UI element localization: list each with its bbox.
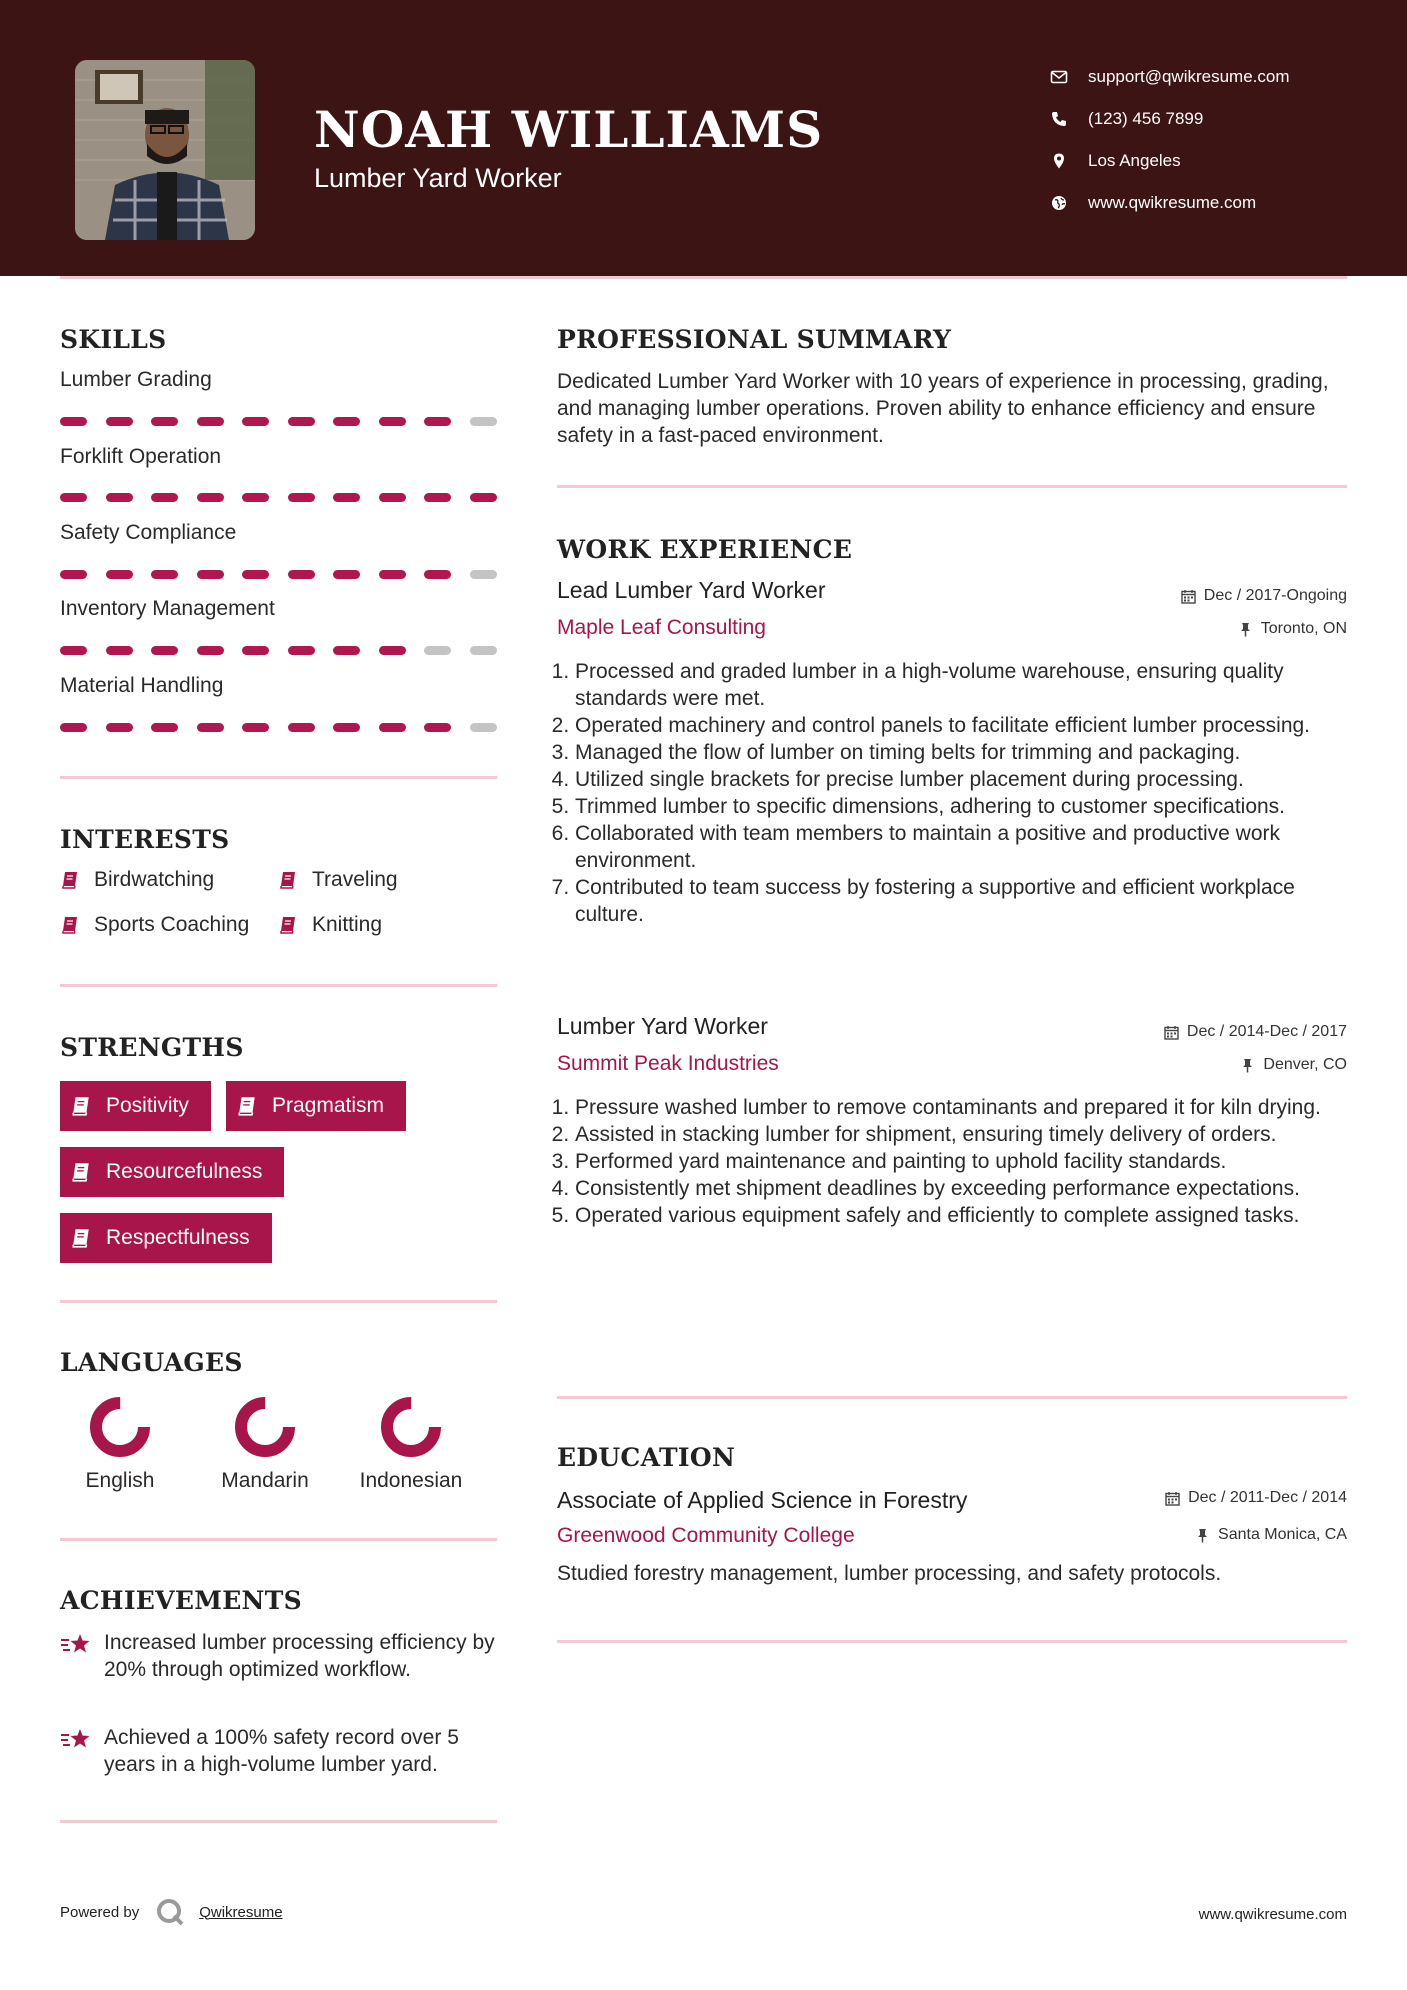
footer-url[interactable]: www.qwikresume.com [1198,1906,1347,1923]
profile-photo [75,60,255,240]
candidate-name: NOAH WILLIAMS [314,100,824,159]
skill-dash-filled [60,570,87,579]
education-location [1195,1526,1347,1544]
duty-item: 5. Trimmed lumber to specific dimensions, adhering to customer specifications. [575,793,1352,820]
duty-item: 2. Assisted in stacking lumber for shipment, ensuring timely delivery of orders. [575,1121,1352,1148]
duty-item: 4. Utilized single brackets for precise lumber placement during processing. [575,766,1352,793]
language-level-arc [387,1403,435,1451]
skill-dash-filled [379,646,406,655]
skill-dash-filled [333,417,360,426]
duty-item: 3. Performed yard maintenance and painting to uphold facility standards. [575,1148,1352,1175]
skill-rating [60,646,497,655]
skill-dash-filled [288,723,315,732]
book-icon [70,1161,92,1183]
skill-dash-filled [288,646,315,655]
skill-rating [60,493,497,502]
contact-email[interactable] [1050,56,1290,98]
duty-item: 2. Operated machinery and control panels to facilitate efficient lumber processing. [575,712,1352,739]
book-icon [70,1095,92,1117]
pushpin-icon [1195,1528,1210,1543]
education-dates-text: Dec / 2011-Dec / 2014 [1188,1489,1347,1506]
skill-label: Forklift Operation [60,445,222,468]
contact-phone[interactable] [1050,98,1290,140]
language-level-ring [88,1395,152,1459]
summary-text: Dedicated Lumber Yard Worker with 10 years of experience in processing, grading, and managing lumber operations. Proven ability to enhance efficiency and ensure safety in a fast-paced environment. [557,370,1329,447]
contact-list [1050,56,1290,224]
book-icon [236,1095,258,1117]
skill-rating [60,417,497,426]
skill-dash-filled [151,646,178,655]
strength-label: Pragmatism [272,1094,385,1117]
contact-email-text: support@qwikresume.com [1088,67,1290,86]
language-level-arc [241,1403,289,1451]
strengths-heading: STRENGTHS [60,1033,244,1062]
skill-dash-filled [424,493,451,502]
job-location-text: Toronto, ON [1260,620,1347,637]
job-dates [1164,1023,1347,1041]
job-title: Lumber Yard Worker [557,1013,768,1039]
section-divider [60,1300,497,1303]
job-dates [1181,587,1347,605]
skill-dash-filled [106,646,133,655]
education-school: Greenwood Community College [557,1524,855,1547]
book-icon [60,870,80,890]
section-divider [557,485,1347,488]
strength-tag [60,1147,284,1197]
strength-tag [60,1081,211,1131]
job-duties [557,1094,1352,1229]
header-divider [60,276,1347,279]
calendar-icon [1164,1025,1179,1040]
duty-item: 3. Managed the flow of lumber on timing belts for trimming and packaging. [575,739,1352,766]
book-icon [278,915,298,935]
skill-dash-filled [424,723,451,732]
contact-location [1050,140,1290,182]
pushpin-icon [1240,1058,1255,1073]
strength-label: Resourcefulness [106,1160,263,1183]
language-item [195,1395,335,1493]
duty-item: 4. Consistently met shipment deadlines by exceeding performance expectations. [575,1175,1352,1202]
skill-dash-filled [242,417,269,426]
education-heading: EDUCATION [557,1443,736,1472]
education-degree: Associate of Applied Science in Forestry [557,1487,968,1513]
skill-dash-filled [60,646,87,655]
skill-dash-filled [197,723,224,732]
job-location [1238,620,1347,638]
skill-dash-empty [470,723,497,732]
qwikresume-link[interactable]: Qwikresume [199,1903,283,1921]
skill-dash-filled [106,493,133,502]
book-icon [70,1227,92,1249]
section-divider [60,984,497,987]
skill-dash-empty [470,417,497,426]
skill-dash-filled [242,570,269,579]
strength-label: Positivity [106,1094,189,1117]
language-label: Indonesian [359,1469,463,1492]
job-company: Maple Leaf Consulting [557,616,766,639]
phone-icon [1050,110,1068,128]
skill-dash-filled [197,570,224,579]
interest-label: Knitting [312,913,383,936]
language-level-arc [96,1403,144,1451]
portrait-image [75,60,255,240]
strength-label: Respectfulness [106,1226,250,1249]
skill-rating [60,723,497,732]
skill-label: Safety Compliance [60,521,237,544]
skill-dash-filled [197,646,224,655]
skill-dash-filled [106,723,133,732]
skill-dash-filled [242,646,269,655]
section-divider [557,1396,1347,1399]
skill-dash-filled [60,723,87,732]
skill-dash-filled [288,493,315,502]
achievement-text: Increased lumber processing efficiency by 20% through optimized workflow. [104,1631,495,1681]
interest-label: Traveling [312,868,398,891]
interests-heading: INTERESTS [60,825,230,854]
qwikresume-logo-icon [155,1897,185,1927]
interest-label: Sports Coaching [94,913,250,936]
contact-website[interactable] [1050,182,1290,224]
job-duties [557,658,1352,928]
skills-heading: SKILLS [60,325,167,354]
language-label: English [85,1469,155,1492]
skill-dash-empty [470,646,497,655]
strength-tag [60,1213,272,1263]
skill-dash-filled [288,570,315,579]
interest-item [278,913,382,937]
section-divider [60,1538,497,1541]
powered-by-label: Powered by [60,1903,140,1921]
skill-dash-filled [151,570,178,579]
job-title: Lead Lumber Yard Worker [557,577,826,603]
language-label: Mandarin [221,1469,309,1492]
section-divider [60,1820,497,1823]
skill-dash-filled [379,417,406,426]
skill-dash-filled [151,417,178,426]
skill-dash-filled [333,646,360,655]
education-dates [1165,1489,1347,1507]
skill-label: Material Handling [60,674,224,697]
duty-item: 1. Pressure washed lumber to remove contaminants and prepared it for kiln drying. [575,1094,1352,1121]
skill-dash-filled [242,723,269,732]
job-dates-text: Dec / 2014-Dec / 2017 [1186,1023,1347,1040]
skill-dash-filled [333,723,360,732]
shooting-star-icon [60,1726,92,1754]
education-location-text: Santa Monica, CA [1218,1526,1347,1543]
envelope-icon [1050,68,1068,86]
achievement-item [60,1629,500,1683]
skill-dash-filled [197,493,224,502]
achievement-text: Achieved a 100% safety record over 5 years in a high-volume lumber yard. [104,1726,459,1776]
skill-dash-filled [379,570,406,579]
map-pin-icon [1050,152,1068,170]
skill-dash-filled [106,417,133,426]
skill-dash-filled [333,493,360,502]
strength-tag [226,1081,406,1131]
skill-dash-filled [424,570,451,579]
section-divider [557,1640,1347,1643]
calendar-icon [1165,1491,1180,1506]
interest-item [278,868,398,892]
skill-dash-empty [470,570,497,579]
duty-item: 1. Processed and graded lumber in a high-volume warehouse, ensuring quality standards were met. [575,658,1352,712]
language-item [50,1395,190,1493]
language-level-ring [233,1395,297,1459]
skill-dash-filled [60,417,87,426]
book-icon [60,915,80,935]
interest-label: Birdwatching [94,868,215,891]
duty-item: 6. Collaborated with team members to maintain a positive and productive work environment. [575,820,1352,874]
language-level-ring [379,1395,443,1459]
interest-item [60,913,249,937]
section-divider [60,776,497,779]
skill-dash-filled [379,723,406,732]
skill-dash-filled [242,493,269,502]
skill-dash-filled [151,493,178,502]
skill-dash-empty [424,646,451,655]
contact-phone-text: (123) 456 7899 [1088,109,1204,128]
skill-dash-filled [379,493,406,502]
skill-dash-filled [151,723,178,732]
shooting-star-icon [60,1631,92,1659]
pushpin-icon [1238,622,1253,637]
contact-location-text: Los Angeles [1088,151,1181,170]
education-description: Studied forestry management, lumber processing, and safety protocols. [557,1562,1222,1585]
skill-dash-filled [333,570,360,579]
experience-heading: WORK EXPERIENCE [557,535,853,564]
job-company: Summit Peak Industries [557,1052,779,1075]
skill-dash-filled [60,493,87,502]
job-location [1240,1056,1347,1074]
footer-powered-by [60,1897,283,1927]
resume-header [0,0,1407,276]
job-location-text: Denver, CO [1263,1056,1347,1073]
skill-dash-filled [197,417,224,426]
skill-label: Lumber Grading [60,368,212,391]
skill-dash-filled [106,570,133,579]
skill-dash-filled [288,417,315,426]
summary-heading: PROFESSIONAL SUMMARY [557,325,952,354]
duty-item: 7. Contributed to team success by fostering a supportive and efficient workplace culture. [575,874,1352,928]
duty-item: 5. Operated various equipment safely and efficiently to complete assigned tasks. [575,1202,1352,1229]
book-icon [278,870,298,890]
job-dates-text: Dec / 2017-Ongoing [1203,587,1347,604]
candidate-title: Lumber Yard Worker [314,163,562,193]
achievement-item [60,1724,500,1778]
languages-heading: LANGUAGES [60,1348,243,1377]
language-item [341,1395,481,1493]
interest-item [60,868,214,892]
skill-dash-filled [470,493,497,502]
skill-rating [60,570,497,579]
achievements-heading: ACHIEVEMENTS [60,1586,302,1615]
skill-dash-filled [424,417,451,426]
contact-website-text: www.qwikresume.com [1088,193,1257,212]
calendar-icon [1181,589,1196,604]
skill-label: Inventory Management [60,597,275,620]
globe-icon [1050,194,1068,212]
